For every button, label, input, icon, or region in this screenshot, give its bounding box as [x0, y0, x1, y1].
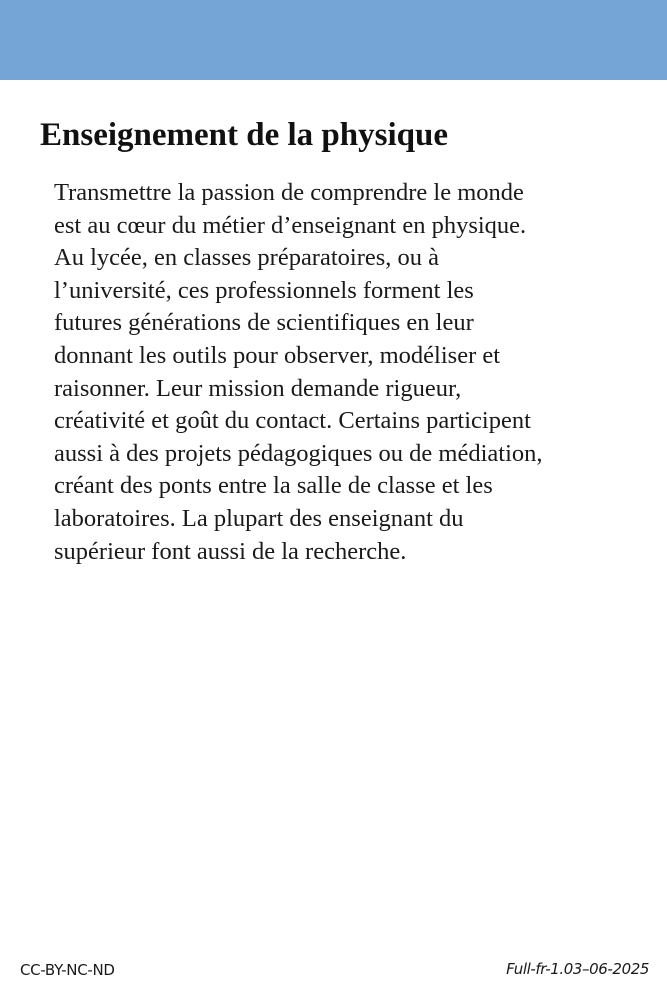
header-band	[0, 0, 667, 80]
paragraph-line: Au lycée, en classes préparatoires, ou à	[54, 244, 440, 272]
body-paragraph	[54, 177, 634, 568]
paragraph-line: futures générations de scientifiques en leur	[54, 309, 474, 337]
paragraph-line: l’université, ces professionnels forment les	[54, 276, 474, 304]
version-label: Full-fr-1.03–06-2025	[506, 960, 649, 978]
paragraph-line: est au cœur du métier d’enseignant en physique.	[54, 211, 527, 239]
paragraph-line: créativité et goût du contact. Certains participent	[54, 407, 531, 435]
paragraph-line: supérieur font aussi de la recherche.	[54, 537, 407, 565]
page-title: Enseignement de la physique	[40, 117, 448, 153]
paragraph-line: donnant les outils pour observer, modéliser et	[54, 341, 501, 369]
license-label: CC-BY-NC-ND	[20, 961, 115, 979]
paragraph-line: raisonner. Leur mission demande rigueur,	[54, 374, 462, 402]
paragraph-line: laboratoires. La plupart des enseignant du	[54, 504, 464, 532]
paragraph-line: Transmettre la passion de comprendre le monde	[54, 179, 524, 206]
paragraph-line: créant des ponts entre la salle de classe et les	[54, 472, 493, 500]
paragraph-line: aussi à des projets pédagogiques ou de médiation,	[54, 439, 543, 467]
